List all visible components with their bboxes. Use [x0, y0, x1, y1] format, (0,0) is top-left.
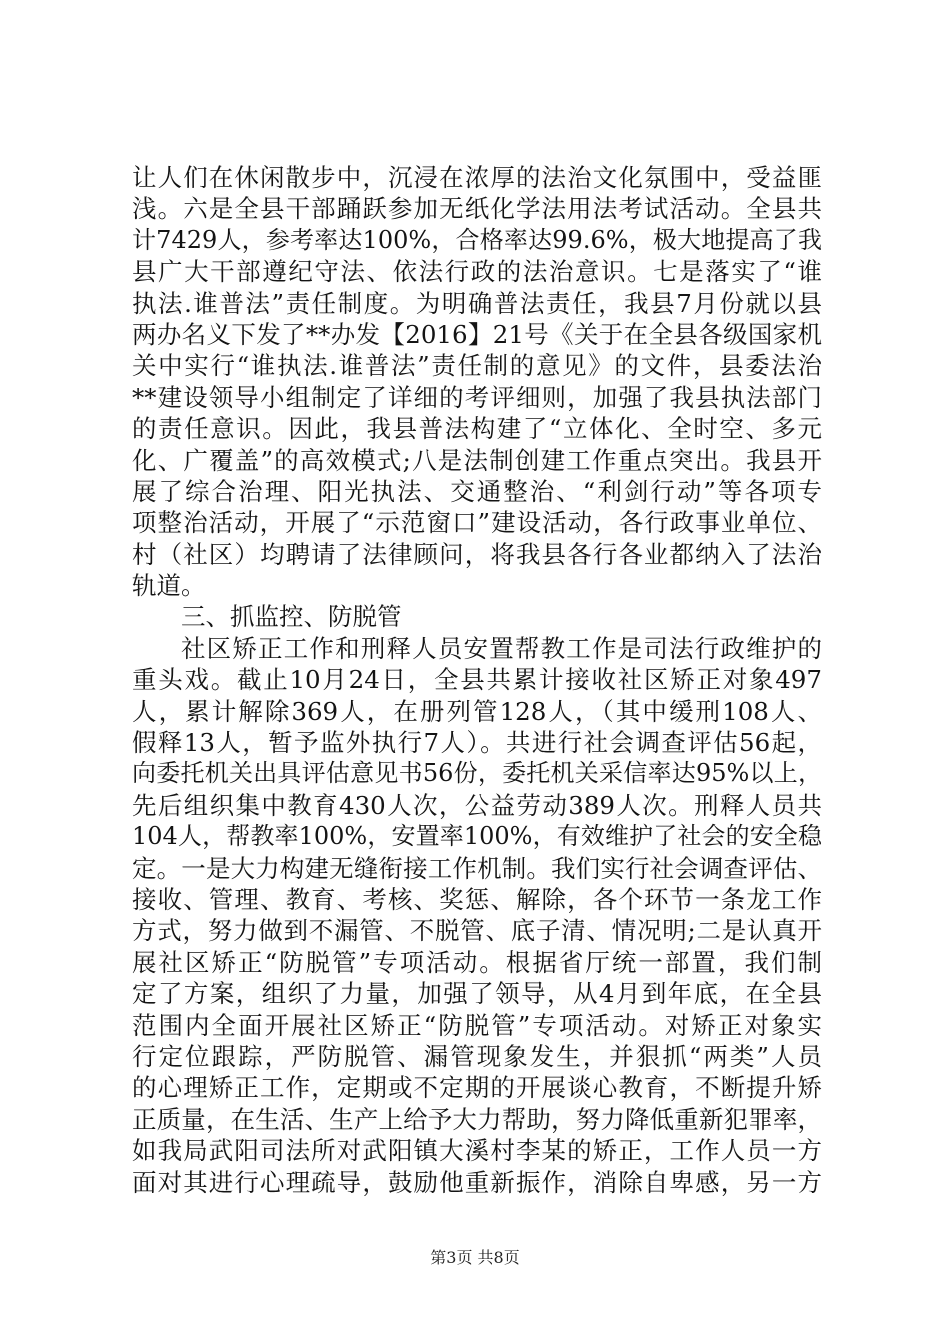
- paragraph-end-line: 轨道。: [132, 571, 206, 601]
- text-line: 浅。六是全县干部踊跃参加无纸化学法用法考试活动。全县共: [132, 194, 822, 224]
- text-line: **建设领导小组制定了详细的考评细则，加强了我县执法部门: [132, 382, 822, 412]
- text-line: 关中实行“谁执法.谁普法”责任制的意见》的文件，县委法治: [132, 351, 822, 381]
- text-line: 村（社区）均聘请了法律顾问，将我县各行各业都纳入了法治: [132, 539, 822, 569]
- text-line: 定了方案，组织了力量，加强了领导，从4月到年底，在全县: [132, 979, 822, 1009]
- text-line: 的责任意识。因此，我县普法构建了“立体化、全时空、多元: [132, 414, 822, 444]
- text-line: 县广大干部遵纪守法、依法行政的法治意识。七是落实了“谁: [132, 257, 822, 287]
- text-line: 展社区矫正“防脱管”专项活动。根据省厅统一部置，我们制: [132, 947, 822, 977]
- text-line: 让人们在休闲散步中，沉浸在浓厚的法治文化氛围中，受益匪: [132, 163, 822, 192]
- text-line: 展了综合治理、阳光执法、交通整治、“利剑行动”等各项专: [132, 476, 822, 506]
- text-line: 的心理矫正工作，定期或不定期的开展谈心教育，不断提升矫: [132, 1073, 822, 1103]
- text-line: 先后组织集中教育430人次，公益劳动389人次。刑释人员共: [132, 790, 822, 820]
- text-line: 执法.谁普法”责任制度。为明确普法责任，我县7月份就以县: [132, 288, 822, 318]
- text-line: 重头戏。截止10月24日，全县共累计接收社区矫正对象497: [132, 665, 822, 695]
- text-line: 两办名义下发了**办发【2016】21号《关于在全县各级国家机: [132, 319, 822, 349]
- document-body: [132, 162, 822, 1198]
- paragraph-first-line: 社区矫正工作和刑释人员安置帮教工作是司法行政维护的: [181, 633, 822, 663]
- section-heading: 三、抓监控、防脱管: [181, 602, 402, 632]
- text-line: 定。一是大力构建无缝衔接工作机制。我们实行社会调查评估、: [132, 853, 822, 883]
- text-line: 正质量，在生活、生产上给予大力帮助，努力降低重新犯罪率，: [132, 1104, 822, 1134]
- page-number-footer: 第3页 共8页: [430, 1248, 520, 1267]
- text-line: 假释13人，暂予监外执行7人）。共进行社会调查评估56起，: [132, 728, 822, 758]
- text-line: 行定位跟踪，严防脱管、漏管现象发生，并狠抓“两类”人员: [132, 1041, 822, 1071]
- text-line: 向委托机关出具评估意见书56份，委托机关采信率达95%以上，: [132, 759, 822, 788]
- text-line: 接收、管理、教育、考核、奖惩、解除，各个环节一条龙工作: [132, 884, 822, 914]
- text-line: 项整治活动，开展了“示范窗口”建设活动，各行政事业单位、: [132, 508, 822, 538]
- text-line: 计7429人，参考率达100%，合格率达99.6%，极大地提高了我: [132, 225, 822, 254]
- text-line: 如我局武阳司法所对武阳镇大溪村李某的矫正，工作人员一方: [132, 1136, 822, 1166]
- text-line: 104人，帮教率100%，安置率100%，有效维护了社会的安全稳: [132, 822, 822, 851]
- text-line: 人，累计解除369人，在册列管128人，（其中缓刑108人、: [132, 696, 822, 726]
- text-line: 范围内全面开展社区矫正“防脱管”专项活动。对矫正对象实: [132, 1010, 822, 1040]
- text-line: 面对其进行心理疏导，鼓励他重新振作，消除自卑感，另一方: [132, 1167, 822, 1197]
- text-line: 方式，努力做到不漏管、不脱管、底子清、情况明;二是认真开: [132, 916, 822, 946]
- text-line: 化、广覆盖”的高效模式;八是法制创建工作重点突出。我县开: [132, 445, 822, 475]
